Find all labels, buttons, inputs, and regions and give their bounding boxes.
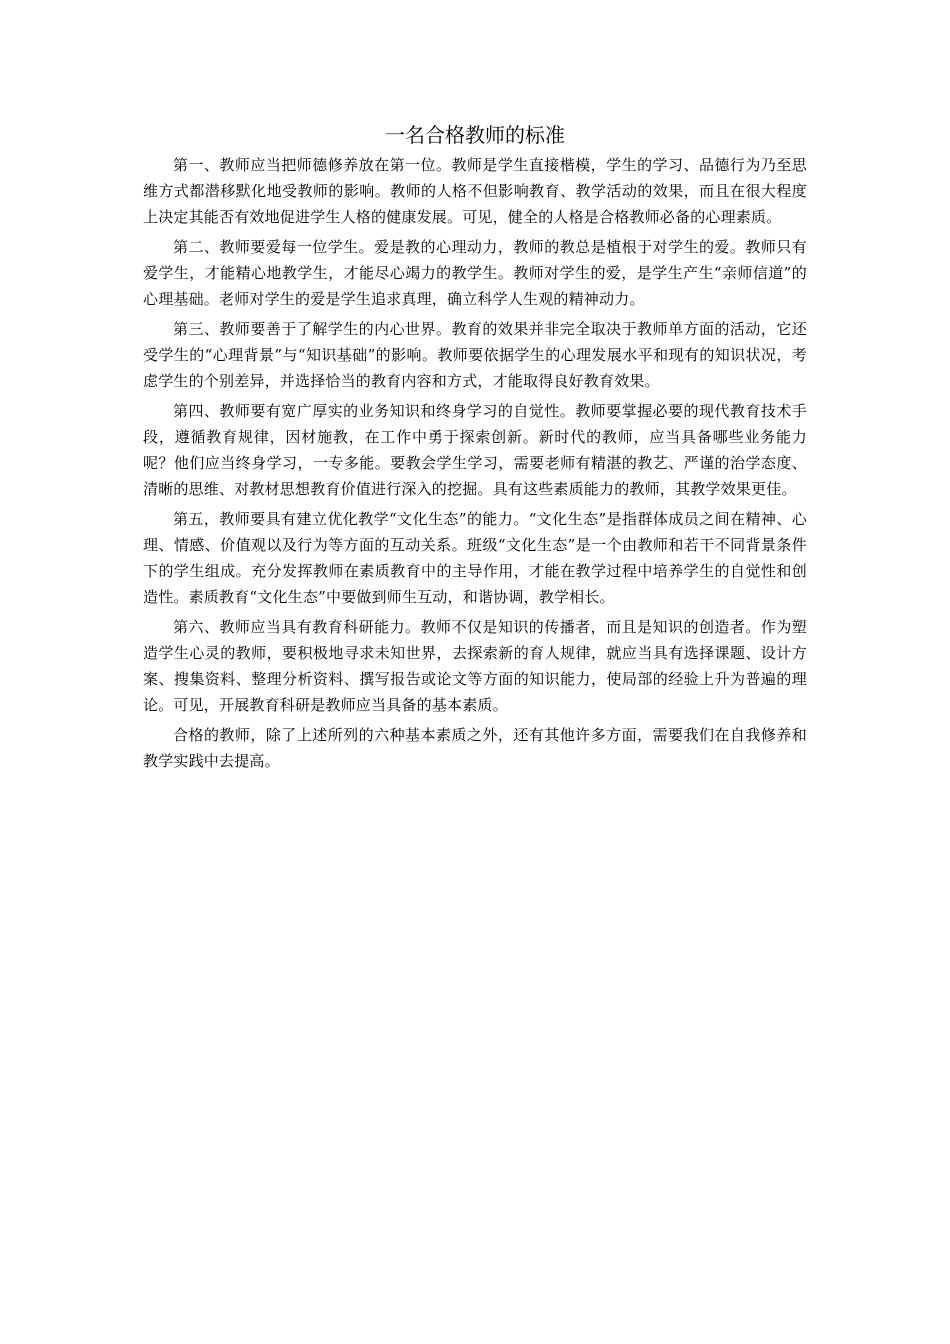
document-page (143, 120, 807, 778)
paragraph-1: 第一、教师应当把师德修养放在第一位。教师是学生直接楷模，学生的学习、品德行为乃至思维方式都潜移默化地受教师的影响。教师的人格不但影响教育、教学活动的效果，而且在很大程度上决定其能否有效地促进学生人格的健康发展。可见，健全的人格是合格教师必备的心理素质。 (143, 156, 807, 226)
paragraph-3: 第三、教师要善于了解学生的内心世界。教育的效果并非完全取决于教师单方面的活动，它还受学生的“心理背景”与“知识基础”的影响。教师要依据学生的心理发展水平和现有的知识状况，考虑学生的个别差异，并选择恰当的教育内容和方式，才能取得良好教育效果。 (143, 320, 807, 390)
paragraph-2: 第二、教师要爱每一位学生。爱是教的心理动力，教师的教总是植根于对学生的爱。教师只有爱学生，才能精心地教学生，才能尽心竭力的教学生。教师对学生的爱，是学生产生“亲师信道”的心理基础。老师对学生的爱是学生追求真理，确立科学人生观的精神动力。 (143, 238, 807, 308)
paragraph-5: 第五，教师要具有建立优化教学“文化生态”的能力。“文化生态”是指群体成员之间在精神、心理、情感、价值观以及行为等方面的互动关系。班级“文化生态”是一个由教师和若干不同背景条件下的学生组成。充分发挥教师在素质教育中的主导作用，才能在教学过程中培养学生的自觉性和创造性。素质教育“文化生态”中要做到师生互动，和谐协调，教学相长。 (143, 510, 807, 606)
paragraph-4: 第四、教师要有宽广厚实的业务知识和终身学习的自觉性。教师要掌握必要的现代教育技术手段，遵循教育规律，因材施教，在工作中勇于探索创新。新时代的教师，应当具备哪些业务能力呢？他们应当终身学习，一专多能。要教会学生学习，需要老师有精湛的教艺、严谨的治学态度、清晰的思维、对教材思想教育价值进行深入的挖掘。具有这些素质能力的教师，其教学效果更佳。 (143, 402, 807, 498)
paragraph-conclusion: 合格的教师，除了上述所列的六种基本素质之外，还有其他许多方面，需要我们在自我修养和教学实践中去提高。 (143, 726, 807, 770)
paragraph-6: 第六、教师应当具有教育科研能力。教师不仅是知识的传播者，而且是知识的创造者。作为塑造学生心灵的教师，要积极地寻求未知世界，去探索新的育人规律，就应当具有选择课题、设计方案、搜集资料、整理分析资料、撰写报告或论文等方面的知识能力，使局部的经验上升为普遍的理论。可见，开展教育科研是教师应当具备的基本素质。 (143, 618, 807, 714)
document-title: 一名合格教师的标准 (385, 123, 565, 147)
